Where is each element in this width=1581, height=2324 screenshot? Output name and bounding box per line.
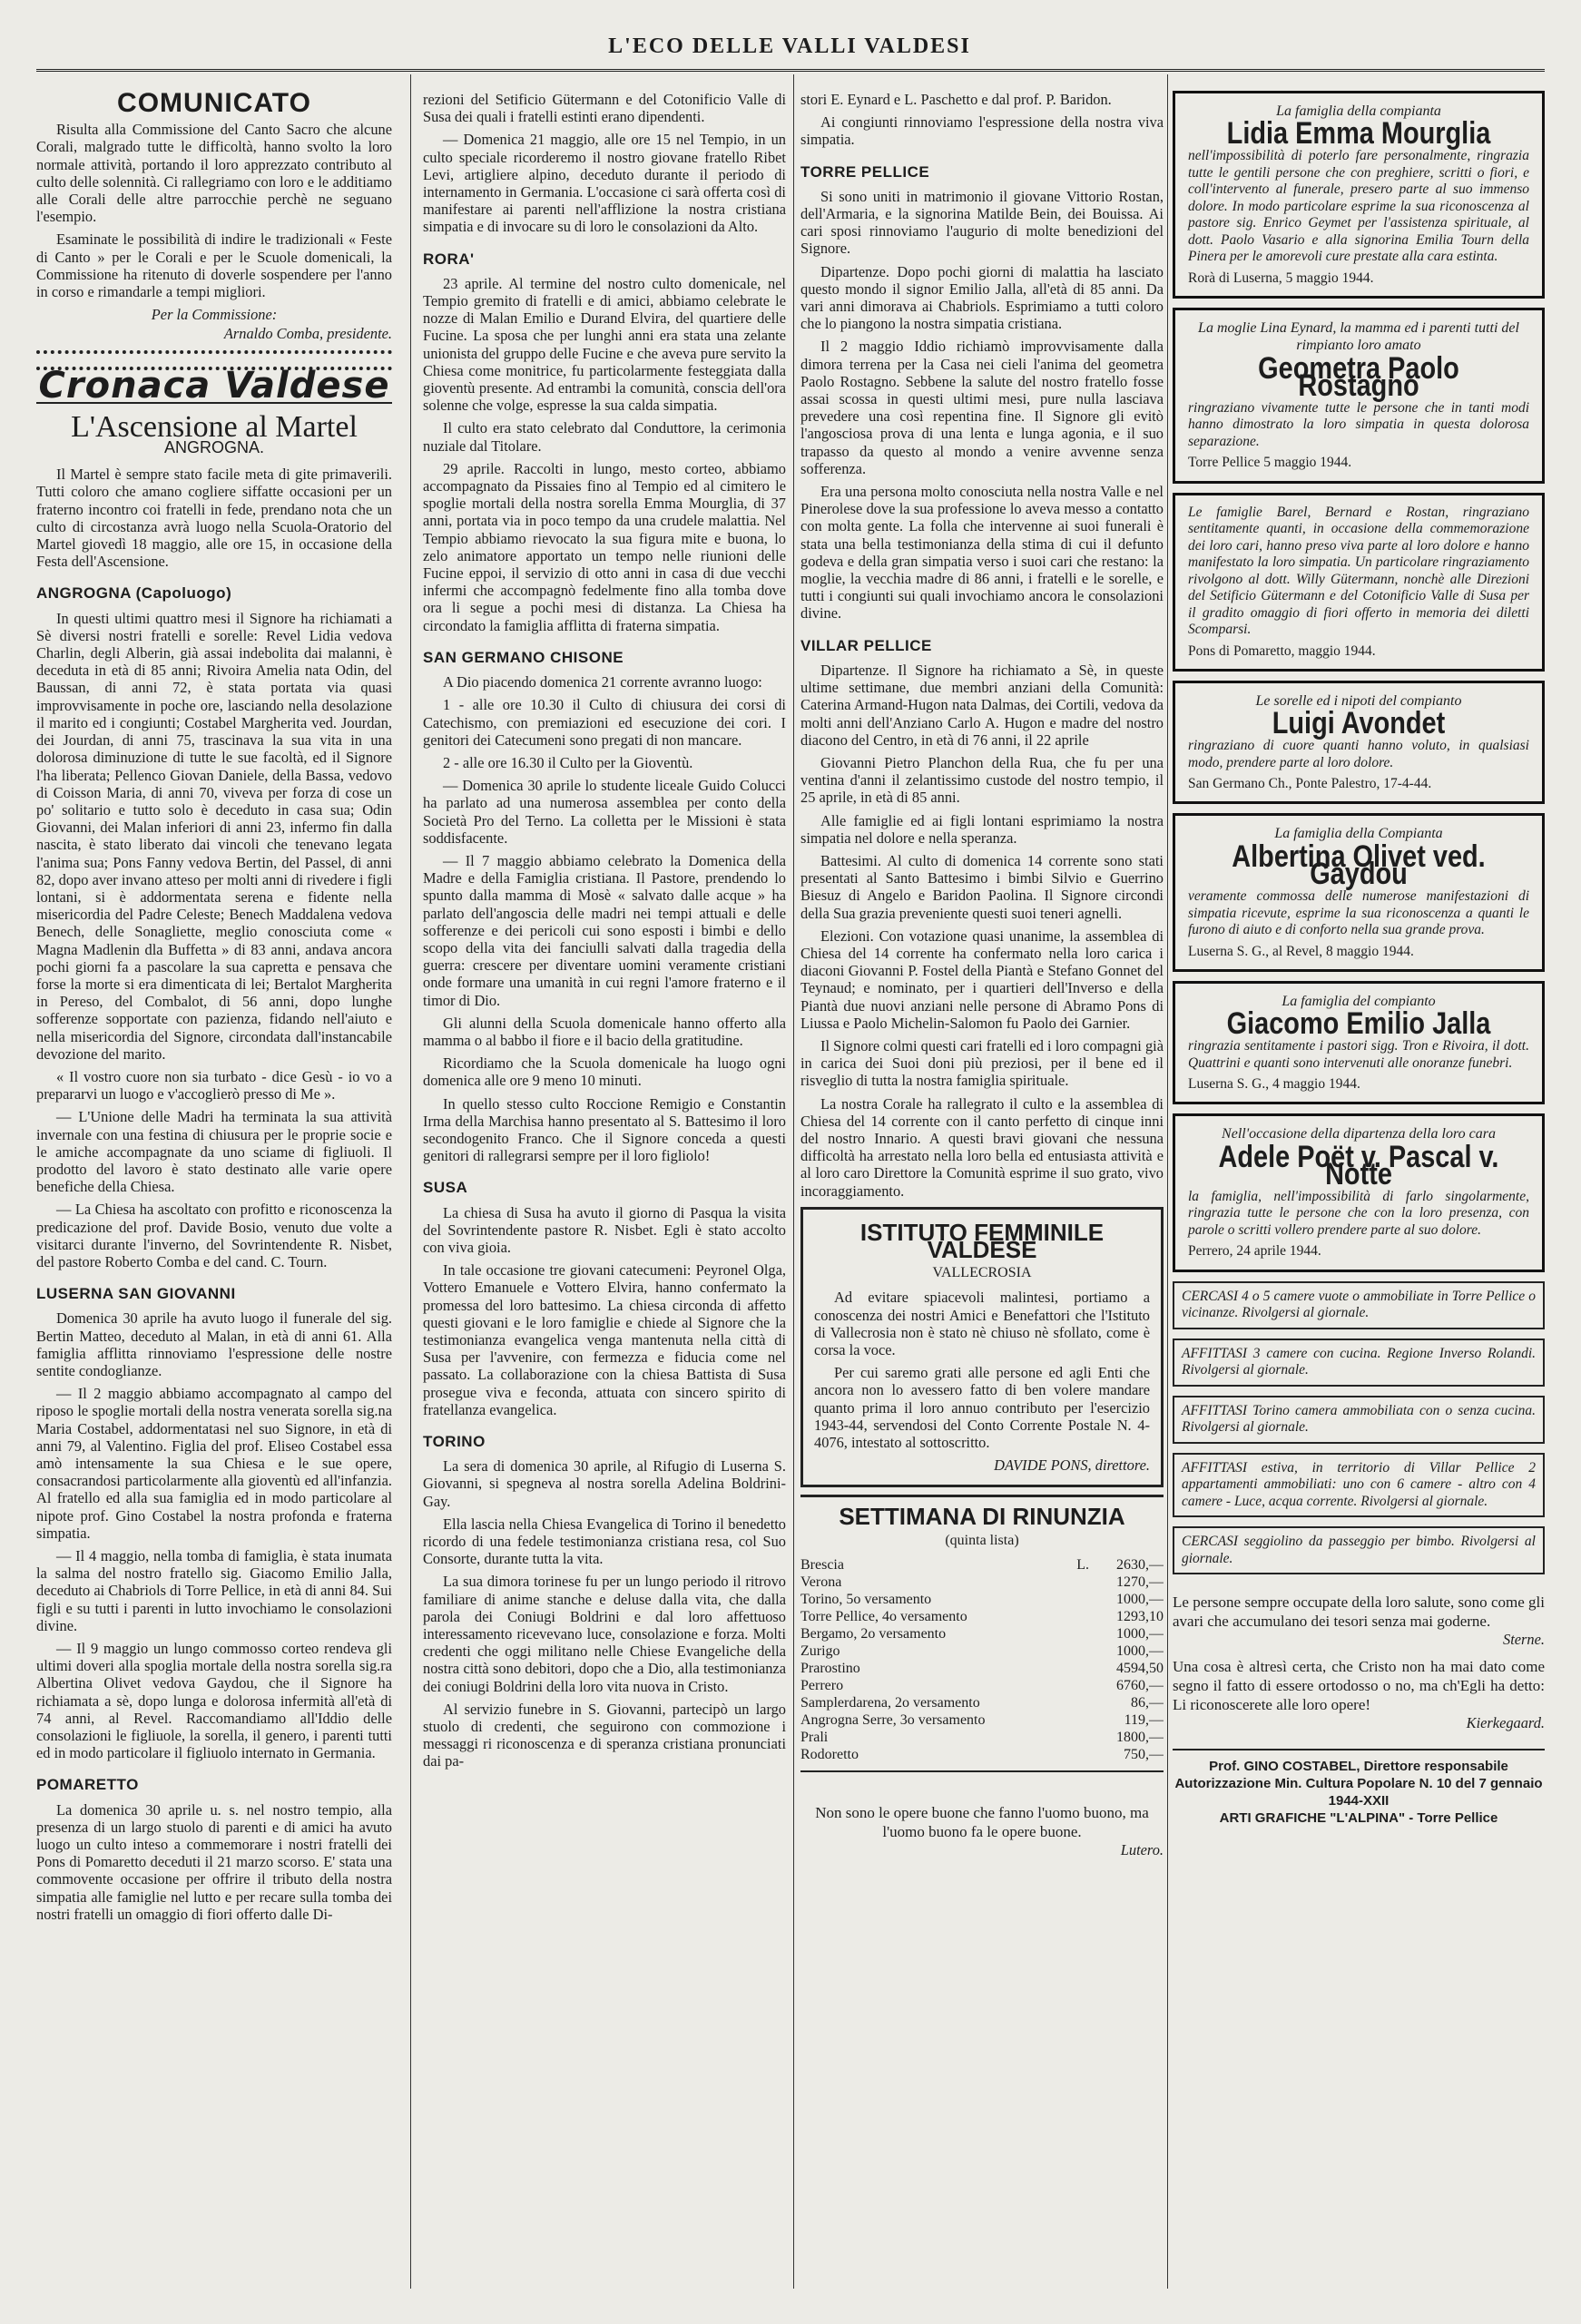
paragraph: La sua dimora torinese fu per un lungo periodo il ritrovo familiare di anime stanche e deluse dalla vita, che dalla parola dei Coniugi Boldrini e dal loro affettuoso interessamento ricevevano luce, consolazione e forza. Molti credenti che oggi militano nelle Chiese Evangeliche della nostra città sono debitori, dopo che a Dio, alla testimonianza dei coniugi Boldrini della loro vita nuova in Cristo.: [423, 1573, 786, 1695]
donation-name: Zurigo: [800, 1642, 840, 1659]
donation-amount: 1000,—: [1116, 1625, 1164, 1642]
paragraph: Risulta alla Commissione del Canto Sacro che alcune Corali, malgrado tutte le difficoltà, hanno svolto la loro normale attività, portando il loro apprezzato contributo al culto delle solennità. Ci rallegriamo con loro e le additiamo alle Corali delle altre parrocchie perchè ne seguano l'esempio.: [36, 121, 392, 226]
amount-value: 2630,—: [1116, 1556, 1164, 1573]
section-heading: SAN GERMANO CHISONE: [423, 648, 624, 666]
donation-amount: 119,—: [1124, 1711, 1164, 1728]
article-place: ANGROGNA.: [163, 438, 264, 457]
section-heading: RORA': [423, 250, 475, 268]
donation-row: [800, 1660, 1164, 1677]
notice-heading: La famiglia della Compianta: [1274, 826, 1443, 842]
donation-row: [800, 1711, 1164, 1729]
quote-author: Kierkegaard.: [1466, 1714, 1545, 1732]
obituary-notice: [1173, 91, 1545, 299]
notice-body: ringraziano vivamente tutte le persone che in tanti modi hanno dimostrato la loro simpatia in questa dolorosa separazione.: [1188, 399, 1529, 449]
masthead-rule: [36, 69, 1545, 72]
donation-amount: 1293,10: [1116, 1608, 1164, 1624]
donation-amount: 1000,—: [1116, 1642, 1164, 1659]
donation-row: [800, 1625, 1164, 1642]
section-title: Cronaca Valdese: [38, 364, 390, 407]
imprint: [1173, 1749, 1545, 1827]
donation-name: Rodoretto: [800, 1746, 859, 1762]
paragraph: A Dio piacendo domenica 21 corrente avranno luogo:: [443, 673, 762, 691]
quote: Non sono le opere buone che fanno l'uomo buono, ma l'uomo buono fa le opere buone.: [815, 1803, 1149, 1840]
signature: Per la Commissione:: [151, 306, 278, 324]
donation-amount: 1000,—: [1116, 1591, 1164, 1607]
paragraph: Si sono uniti in matrimonio il giovane Vittorio Rostan, dell'Armaria, e la signorina Matilde Bein, dei Bouissa. Ai cari sposi rinnoviamo l'augurio di molte benedizioni del Signore.: [800, 187, 1164, 258]
donations-list: [800, 1556, 1164, 1763]
paragraph: Era una persona molto conosciuta nella nostra Valle e nel Pinerolese dove la sua professione lo aveva messo a contatto con molta gente. La folla che intervenne ai suoi funerali è stata una bella testimonianza della stima di cui il defunto godeva e della gran simpatia verso i suoi cari che restano: la moglie, la vecchia madre di 86 anni, i fratelli e le sorelle, e tutti i congiunti sui quali invochiamo ancora le consolazioni divine.: [800, 483, 1164, 623]
paragraph: Alle famiglie ed ai figli lontani esprimiamo la nostra simpatia nel dolore e nella speranza.: [800, 811, 1164, 847]
divider: [800, 1770, 1164, 1772]
paragraph: — La Chiesa ha ascoltato con profitto e riconoscenza la predicazione del prof. Davide Bosio, venuto due volte a visitarci durante l'inverno, del Sovrintendente R. Nisbet, del pastore Roberto Comba e del cand. C. Tourn.: [36, 1201, 392, 1270]
donation-name: Torre Pellice, 4o versamento: [800, 1608, 967, 1624]
obituary-notice: [1173, 981, 1545, 1105]
paragraph: Battesimi. Al culto di domenica 14 corrente sono stati presentati al Santo Battesimo i bimbi Silvio e Guerrino Biesuz di Angelo e Baridon Paolina. Il Signore circondi della Sua grazia preveniente questi suoi teneri agnelli.: [800, 851, 1164, 922]
classified-ad: CERCASI seggiolino da passeggio per bimbo. Rivolgersi al giornale.: [1173, 1526, 1545, 1574]
quote-author: Lutero.: [1120, 1840, 1164, 1858]
paragraph: Domenica 30 aprile ha avuto luogo il funerale del sig. Bertin Matteo, deceduto al Malan, in età di anni 61. Alla famiglia afflitta rinnoviamo l'espressione delle nostre sentite condoglianze.: [36, 1309, 392, 1379]
quote: Le persone sempre occupate della loro salute, sono come gli avari che accumulano dei tesori senza mai goderne.: [1173, 1593, 1545, 1631]
donation-amount: [1076, 1556, 1164, 1574]
notice-body: ringrazia sentitamente i pastori sigg. Tron e Rivoira, il dott. Quattrini e quanti sono intervenuti alle onoranze funebri.: [1188, 1038, 1529, 1071]
paragraph: 29 aprile. Raccolti in lungo, mesto corteo, abbiamo accompagnato da Pissaies fino al Tempio ed al cimitero le spoglie mortali della nostra sorella Emma Mourglia, di 37 anni, portata via in poco tempo da una crudele malattia. Nel Tempio abbiamo rievocato la sua figura mite e buona, lo zelo animatore apportato un tempo nelle riunioni delle Fucine eppoi, il servizio di otto anni in casa di due vecchi infermi che accompagnò fedelmente fino alla tomba dove ora li segue a pochi mesi di distanza. La Chiesa ha circondato la famiglia afflitta di fraterna simpatia.: [423, 459, 786, 634]
paragraph: — Il 9 maggio un lungo commosso corteo rendeva gli ultimi doveri alla spoglia mortale della nostra sorella sig.ra Albertina Olivet vedova Gaydou, che il Signore ha richiamata a sè, dopo lunga e dolorosa infermità all'età di 74 anni, al Revel. Raccomandiamo all'Iddio delle consolazioni le figliuole, la sorella, il genero, i parenti tutti ed in modo particolare il figliuolo internato in Germania.: [36, 1640, 392, 1762]
article-title: L'Ascensione al Martel: [71, 409, 358, 444]
paragraph: — L'Unione delle Madri ha terminata la sua attività invernale con una festina di chiusura per le proprie socie e le amiche accompagnate da uno sciame di figliuoli. Il prodotto del lavoro è stato destinato alle varie opere benefiche della Chiesa.: [36, 1108, 392, 1196]
notice-heading: La famiglia del compianto: [1281, 993, 1436, 1009]
paragraph: La chiesa di Susa ha avuto il giorno di Pasqua la visita del Sovrintendente pastore R. Nisbet. Egli è stato accolto con viva gioia.: [423, 1203, 786, 1256]
donation-name: Samplerdarena, 2o versamento: [800, 1694, 980, 1711]
notice-heading: Le sorelle ed i nipoti del compianto: [1255, 692, 1462, 709]
paragraph: In tale occasione tre giovani catecumeni: Peyronel Olga, Vottero Emanuele e Vottero Elvira, hanno confermato la promessa del loro battesimo. La chiesa circonda di affetto questi giovani e le loro famiglie e chiede al Signore che la testimonianza evangelica venga mantenuta nella città di Susa per l'avvenire, con fermezza e fiducia come nel passato. La collaborazione con la chiesa Battista di Susa prosegue viva e feconda, attuata con sincero spirito di fratellanza evangelica.: [423, 1261, 786, 1418]
obituary-notice: [1173, 1113, 1545, 1271]
obituary-notices: [1173, 91, 1545, 1272]
notice-place: Pons di Pomaretto, maggio 1944.: [1188, 642, 1376, 659]
paragraph: stori E. Eynard e L. Paschetto e dal prof. P. Baridon.: [800, 91, 1112, 108]
donation-row: [800, 1677, 1164, 1694]
column-divider: [793, 74, 794, 2289]
donation-amount: 750,—: [1124, 1746, 1164, 1762]
paragraph: — Il 4 maggio, nella tomba di famiglia, è stata inumata la salma del nostro fratello sig. Giacomo Emilio Jalla, deceduto ai Chabriols di Torre Pellice, in età di anni 84. Sui figli e su tutti i parenti in lutto invochiamo le consolazioni divine.: [36, 1547, 392, 1634]
paragraph: — Il 7 maggio abbiamo celebrato la Domenica della Madre e della Famiglia cristiana. Il Pastore, prendendo lo spunto dalla mamma di Mosè « salvato dalle acque » ha parlato dell'angoscia delle madri nei tempi attuali e delle sofferenze e dei pericoli cui sono esposti i bimbi e dello scopo della vita dei fanciulli salvati dalla tragedia della guerra: crescere per diventare uomini veramente cristiani onde formare una umanità in cui regni l'amore fraterno e il timor di Dio.: [423, 851, 786, 1009]
paragraph: Ad evitare spiacevoli malintesi, portiamo a conoscenza dei nostri Amici e Benefattori che l'Istituto di Vallecrosia non è stato nè chiuso nè sfollato, come è corsa la voce.: [814, 1289, 1150, 1358]
paragraph: Esaminate le possibilità di indire le tradizionali « Feste di Canto » per le Corali e per le Scuole domenicali, la Commissione ha ritenuto di doverle sospendere per l'anno in corso e rimandarle a tempi migliori.: [36, 230, 392, 301]
paragraph: 23 aprile. Al termine del nostro culto domenicale, nel Tempio gremito di fratelli e di amici, abbiamo celebrate le nozze di Malan Emilio e Durand Elvira, del quartiere delle Fucine. La sposa che per lunghi anni era stata una zelante unionista del gruppo delle Fucine e che aveva pure servito la Chiesa come monitrice, fu particolarmente festeggiata dalla gioventù presente. Ad entrambi la comunità, conscia dell'ora solenne che volge, espresse la sua calda simpatia.: [423, 274, 786, 415]
donation-amount: 86,—: [1131, 1694, 1164, 1711]
obituary-notice: [1173, 813, 1545, 971]
column-1: [36, 91, 392, 2305]
classified-ad: AFFITTASI 3 camere con cucina. Regione Inverso Rolandi. Rivolgersi al giornale.: [1173, 1339, 1545, 1387]
donations-subtitle: (quinta lista): [945, 1532, 1019, 1548]
comunicato-title: COMUNICATO: [117, 91, 311, 118]
imprint-line: Prof. GINO COSTABEL, Direttore responsabile: [1209, 1758, 1508, 1774]
donation-row: [800, 1729, 1164, 1746]
section-heading: VILLAR PELLICE: [800, 636, 932, 654]
paragraph: La sera di domenica 30 aprile, al Rifugio di Luserna S. Giovanni, si spegneva al nostra sorella Adelina Boldrini-Gay.: [423, 1457, 786, 1510]
quote-author: Sterne.: [1503, 1631, 1545, 1649]
donation-row: [800, 1556, 1164, 1574]
donations-section: [800, 1495, 1164, 1784]
paragraph: In quello stesso culto Roccione Remigio e Constantin Irma della Marchisa hanno presentato al S. Battesimo il loro secondogenito Franco. Che il Signore conceda a questi genitori di rallegrarsi sempre per il loro figliolo!: [423, 1094, 786, 1165]
section-heading: LUSERNA SAN GIOVANNI: [36, 1285, 236, 1303]
donation-name: Torino, 5o versamento: [800, 1591, 932, 1607]
donation-row: [800, 1746, 1164, 1763]
notice-body: ringraziano di cuore quanti hanno voluto, in qualsiasi modo, prendere parte al loro dolore.: [1188, 738, 1529, 770]
notice-name: Albertina Olivet ved. Gaydou: [1232, 838, 1486, 891]
imprint-line: ARTI GRAFICHE "L'ALPINA" - Torre Pellice: [1219, 1809, 1498, 1826]
section-heading: SUSA: [423, 1179, 468, 1197]
notice-body: veramente commossa delle numerose manifestazioni di simpatia ricevute, esprime la sua riconoscenza a quanti le furono di aiuto e di conforto nella sua grande prova.: [1188, 888, 1529, 938]
paragraph: Gli alunni della Scuola domenicale hanno offerto alla mamma o al babbo il fiore e il bacio della gratitudine.: [423, 1014, 786, 1049]
paragraph: Il Signore colmi questi cari fratelli ed i loro compagni già in carica dei Suoi doni più preziosi, per il bene ed il risveglio di tutta la nostra famiglia spirituale.: [800, 1036, 1164, 1090]
notice-name: Adele Poët v. Pascal v. Notte: [1218, 1139, 1499, 1191]
column-divider: [1167, 74, 1168, 2289]
obituary-notice: [1173, 681, 1545, 805]
donation-name: Bergamo, 2o versamento: [800, 1625, 947, 1642]
paragraph: Il 2 maggio Iddio richiamò improvvisamente dalla dimora terrena per la Casa nei cieli l'anima del geometra Paolo Rostagno. Sebbene la salute del nostro fratello fosse assai scossa in questi ultimi mesi, pure nulla lasciava prevedere una così repentina fine. Il Signore gli evitò l'angosciosa prova di una lenta e lunga agonia, e il suo trapasso da questo al mondo a venire avvenne senza sofferenza.: [800, 338, 1164, 477]
paragraph: Ella lascia nella Chiesa Evangelica di Torino il benedetto ricordo di una fedele testimonianza cristiana resa, col Suo Consorte, durante tutta la vita.: [423, 1515, 786, 1568]
signature: Arnaldo Comba, presidente.: [223, 325, 392, 343]
paragraph: Per cui saremo grati alle persone ed agli Enti che ancora non lo avessero fatto di ben volere mandare quanto prima il loro annuo contributo per l'esercizio 1943-44, servendosi del Conto Corrente Postale N. 4-4076, intestato al sottoscritto.: [814, 1364, 1150, 1452]
paragraph: Giovanni Pietro Planchon della Rua, che fu per una ventina d'anni il zelantissimo custode del nostro tempio, il 25 aprile, in età di 85 anni.: [800, 753, 1164, 807]
notice-heading: La moglie Lina Eynard, la mamma ed i parenti tutti del rimpianto loro amato: [1198, 320, 1519, 354]
section-heading: ANGROGNA (Capoluogo): [36, 584, 232, 603]
donations-title: SETTIMANA DI RINUNZIA: [839, 1503, 1125, 1531]
section-heading: TORRE PELLICE: [800, 162, 930, 181]
institute-subtitle: VALLECROSIA: [932, 1265, 1032, 1281]
notice-place: San Germano Ch., Ponte Palestro, 17-4-44.: [1188, 776, 1432, 792]
notice-name: Lidia Emma Mourglia: [1226, 116, 1491, 152]
section-heading: POMARETTO: [36, 1776, 139, 1794]
institute-title: ISTITUTO FEMMINILE VALDESE: [859, 1218, 1105, 1263]
donation-name: Prarostino: [800, 1660, 860, 1676]
notice-place: Torre Pellice 5 maggio 1944.: [1188, 455, 1352, 471]
obituary-notice: [1173, 308, 1545, 484]
paragraph: Dipartenze. Il Signore ha richiamato a Sè, in queste ultime settimane, due membri anziani della Comunità: Caterina Armand-Hugon nata Dalmas, dei Cortili, vedova da molti anni dell'Anziano Carlo A. Hugon e madre del nostro diacono del Centro, in età di 76 anni, il 22 aprile: [800, 661, 1164, 749]
notice-place: Rorà di Luserna, 5 maggio 1944.: [1188, 270, 1374, 286]
notice-body: la famiglia, nell'impossibilità di farlo singolarmente, ringrazia tutte le persone che con la loro presenza, con parole o scritti vollero prendere parte al suo dolore.: [1188, 1188, 1529, 1238]
paragraph: 1 - alle ore 10.30 il Culto di chiusura dei corsi di Catechismo, con premiazioni ed esecuzione dei cori. I genitori dei Catecumeni sono pregati di non mancare.: [423, 696, 786, 749]
obituary-notice: [1173, 493, 1545, 672]
imprint-line: Autorizzazione Min. Cultura Popolare N. 10 del 7 gennaio 1944-XXII: [1174, 1775, 1543, 1809]
donation-row: [800, 1608, 1164, 1625]
paragraph: Ricordiamo che la Scuola domenicale ha luogo ogni domenica alle ore 9 meno 10 minuti.: [423, 1054, 786, 1090]
classified-ad: CERCASI 4 o 5 camere vuote o ammobiliate in Torre Pellice o vicinanze. Rivolgersi al giornale.: [1173, 1281, 1545, 1329]
donation-row: [800, 1574, 1164, 1591]
donation-amount: 4594,50: [1116, 1660, 1164, 1676]
donation-name: Verona: [800, 1574, 842, 1590]
notice-heading: La famiglia della compianta: [1276, 103, 1441, 119]
paragraph: — Domenica 21 maggio, alle ore 15 nel Tempio, in un culto speciale ricorderemo il nostro giovane fratello Ribet Levi, artigliere alpino, deceduto durante il periodo di internamento in Germania. L'occasione ci sarà offerta così di manifestare ai parenti nell'afflizione la nostra cristiana simpatia e di invocare su di loro le consolazioni da Alto.: [423, 131, 786, 236]
paragraph: Il culto era stato celebrato dal Conduttore, la cerimonia nuziale dal Titolare.: [423, 419, 786, 455]
classified-ad: AFFITTASI Torino camera ammobiliata con o senza cucina. Rivolgersi al giornale.: [1173, 1396, 1545, 1444]
donation-amount: 6760,—: [1116, 1677, 1164, 1693]
notice-place: Luserna S. G., 4 maggio 1944.: [1188, 1076, 1360, 1093]
notice-place: Luserna S. G., al Revel, 8 maggio 1944.: [1188, 943, 1414, 959]
donation-amount: 1270,—: [1116, 1574, 1164, 1590]
section-heading: TORINO: [423, 1433, 486, 1451]
classified-ads: [1173, 1281, 1545, 1575]
column-3: [800, 91, 1164, 2305]
notice-name: Geometra Paolo Rostagno: [1258, 350, 1459, 403]
paragraph: rezioni del Setificio Gütermann e del Cotonificio Valle di Susa dei quali i fratelli estinti erano dipendenti.: [423, 91, 786, 126]
column-4: [1173, 91, 1545, 2305]
donation-row: [800, 1642, 1164, 1660]
donation-name: Perrero: [800, 1677, 844, 1693]
paragraph: — Domenica 30 aprile lo studente liceale Guido Colucci ha parlato ad una numerosa assemblea per conto della Società Pro del Terno. La colletta per le Missioni è stata soddisfacente.: [423, 777, 786, 847]
paragraph: Al servizio funebre in S. Giovanni, partecipò un largo stuolo di credenti, che seguirono con commozione i messaggi ri riconoscenza e di speranza cristiana pronunciati dai pa-: [423, 1700, 786, 1770]
paragraph: — Il 2 maggio abbiamo accompagnato al campo del riposo le spoglie mortali della nostra venerata sorella sig.na Maria Costabel, addormentatasi nel suo Signore, in età di anni 79, al Valentino. Figlia del prof. Eliseo Costabel essa amò intensamente la sua Chiesa e le sue opere, consacrandosi particolarmente alla gioventù ed all'infanzia. Al fratello ed alla sua famiglia ed in modo particolare al nipote prof. Gino Costabel la nostra profonda e fraterna simpatia.: [36, 1385, 392, 1542]
paragraph: « Il vostro cuore non sia turbato - dice Gesù - io vo a prepararvi un luogo e v'accoglierò presso di Me ».: [36, 1067, 392, 1103]
paragraph: In questi ultimi quattro mesi il Signore ha richiamati a Sè diversi nostri fratelli e sorelle: Revel Lidia vedova Charlin, degli Alberin, già assai indebolita dai malanni, è deceduta in età di 85 anni; Rivoira Amelia nata Odin, del Baussan, di anni 72, è stata portata via quasi improvvisamente in poche ore, lasciando nella desolazione il marito ed i congiunti; Costabel Margherita ved. Jourdan, dei Jourdan, di anni 75, trascinava la sua vita in una dolorosa diminuzione di tutte le sue facoltà, ed il Signore l'ha liberata; Pellenco Giovan Daniele, della Bassa, vedovo di Coisson Maria, di anni 70, viveva per forza di cose un po' solitario e tutto solo è deceduto in casa sua; Odin Giovanni, dei Malan inferiori di anni 23, infermo fin dalla nascita, è stato liberato dai vincoli che tenevano legata l'anima sua; Pons Fanny vedova Bertin, del Passel, di anni 82, dopo aver invano atteso per molti anni di rivedere i figli lontani, si è addormentata serena e fidente nella misericordia del Padre Celeste; Benech Maddalena vedova Benech, delle Sonagliette, meglio conosciuta come « Magna Madlenin dla Buffetta » di 83 anni, andava ancora pochi giorni fa a pascolare la sua capretta e pensava che forse la morte si era dimenticata di lei; Bertalot Margherita in Pereso, del Combalot, di 56 anni, dopo lunghe sofferenze sopportate con pazienza, fidando nell'aiuto e nella misericordia del Signore, circondata dall'instancabile devozione del marito.: [36, 609, 392, 1063]
paragraph: Ai congiunti rinnoviamo l'espressione della nostra viva simpatia.: [800, 113, 1164, 149]
column-divider: [410, 74, 411, 2289]
paragraph: 2 - alle ore 16.30 il Culto per la Gioventù.: [443, 753, 693, 771]
paragraph: Dipartenze. Dopo pochi giorni di malattia ha lasciato questo mondo il signor Emilio Jalla, all'età di 85 anni. Da vari anni dimorava ai Chabriols. Esprimiamo a tutti coloro che lo piangono la nostra simpatia cristiana.: [800, 262, 1164, 333]
donation-row: [800, 1591, 1164, 1608]
paragraph: Il Martel è sempre stato facile meta di gite primaverili. Tutti coloro che amano cogliere siffatte occasioni per un fraterno incontro coi fratelli in fede, prendano nota che un culto di circostanza avrà luogo nella Scuola-Oratorio del Martel giovedì 18 maggio, alle ore 15, in occasione della Festa dell'Ascensione.: [36, 466, 392, 571]
notice-body: nell'impossibilità di poterlo fare personalmente, ringrazia tutte le gentili persone che con preghiere, scritti o fiori, e coll'intervento al funerale, presero parte al suo immenso dolore. In modo particolare esprime la sua riconoscenza al pastore sig. Enrico Geymet per l'assistenza spirituale, al dott. Paolo Vasario e alla signorina Emilia Tourn della Pinera per le amorevoli cure prestate alla cara estinta.: [1188, 148, 1529, 265]
notice-place: Perrero, 24 aprile 1944.: [1188, 1243, 1321, 1260]
donation-row: [800, 1694, 1164, 1711]
masthead: L'ECO DELLE VALLI VALDESI: [608, 34, 971, 58]
institute-notice-box: [800, 1207, 1164, 1488]
quote: Una cosa è altresì certa, che Cristo non ha mai dato come segno il fatto di essere ortodosso o no, ma ch'Egli ha detto: Li riconoscerete alle loro opere!: [1173, 1658, 1545, 1714]
notice-heading: Nell'occasione della dipartenza della loro cara: [1222, 1126, 1496, 1142]
signature: DAVIDE PONS, direttore.: [994, 1456, 1150, 1475]
donation-name: Angrogna Serre, 3o versamento: [800, 1711, 986, 1728]
notice-body: Le famiglie Barel, Bernard e Rostan, ringraziano sentitamente quanti, in occasione della commemorazione dei loro cari, hanno preso viva parte al loro dolore e hanno manifestato la loro simpatia. Un particolare ringraziamento rivolgono al dott. Willy Gütermann, nonchè alle Direzioni del Setificio Gütermann e del Cotonificio Valle di Susa per il gradito omaggio di fiori offerto in memoria dei diletti Scomparsi.: [1188, 504, 1529, 638]
donation-name: Prali: [800, 1729, 829, 1745]
notice-name: Giacomo Emilio Jalla: [1226, 1005, 1491, 1041]
notice-name: Luigi Avondet: [1272, 706, 1446, 741]
currency: L.: [1076, 1556, 1089, 1573]
donation-name: Brescia: [800, 1556, 844, 1573]
paragraph: Elezioni. Con votazione quasi unanime, la assemblea di Chiesa del 14 corrente ha confermato nella loro carica i diaconi Giovanni P. Fostel della Piantà e Stefano Gonnet del Teynaud; e nominato, per i quartieri dell'Inverso e della Piantà due nuovi anziani nelle persone di Abramo Pons di Liussa e Paolo Michelin-Salomon fu Paolo dei Garnier.: [800, 927, 1164, 1032]
classified-ad: AFFITTASI estiva, in territorio di Villar Pellice 2 appartamenti ammobiliati: uno con 6 camere - altro con 4 camere - Luce, acqua corrente. Rivolgersi al giornale.: [1173, 1453, 1545, 1518]
donation-amount: 1800,—: [1116, 1729, 1164, 1745]
paragraph: La domenica 30 aprile u. s. nel nostro tempio, alla presenza di un largo stuolo di parenti e di amici ha avuto luogo un culto inteso a commemorare i nostri fratelli dei Pons di Pomaretto deceduti il 21 marzo scorso. E' stata una commovente occasione per offrire il tributo della nostra simpatia alle famiglie nel lutto e per recare sulla tomba dei nostri fratelli un omaggio di fiori offerto dalle Di-: [36, 1800, 392, 1923]
paragraph: La nostra Corale ha rallegrato il culto e la assemblea di Chiesa del 14 corrente con il canto perfetto di cinque inni del nostro Innario. A questi bravi giovani che nessuna difficoltà ha arrestato nella loro bella ed entusiasta attività e al loro caro Direttore la Comunità esprime il suo grato, vivo incoraggiamento.: [800, 1094, 1164, 1200]
column-2: [423, 91, 786, 2305]
